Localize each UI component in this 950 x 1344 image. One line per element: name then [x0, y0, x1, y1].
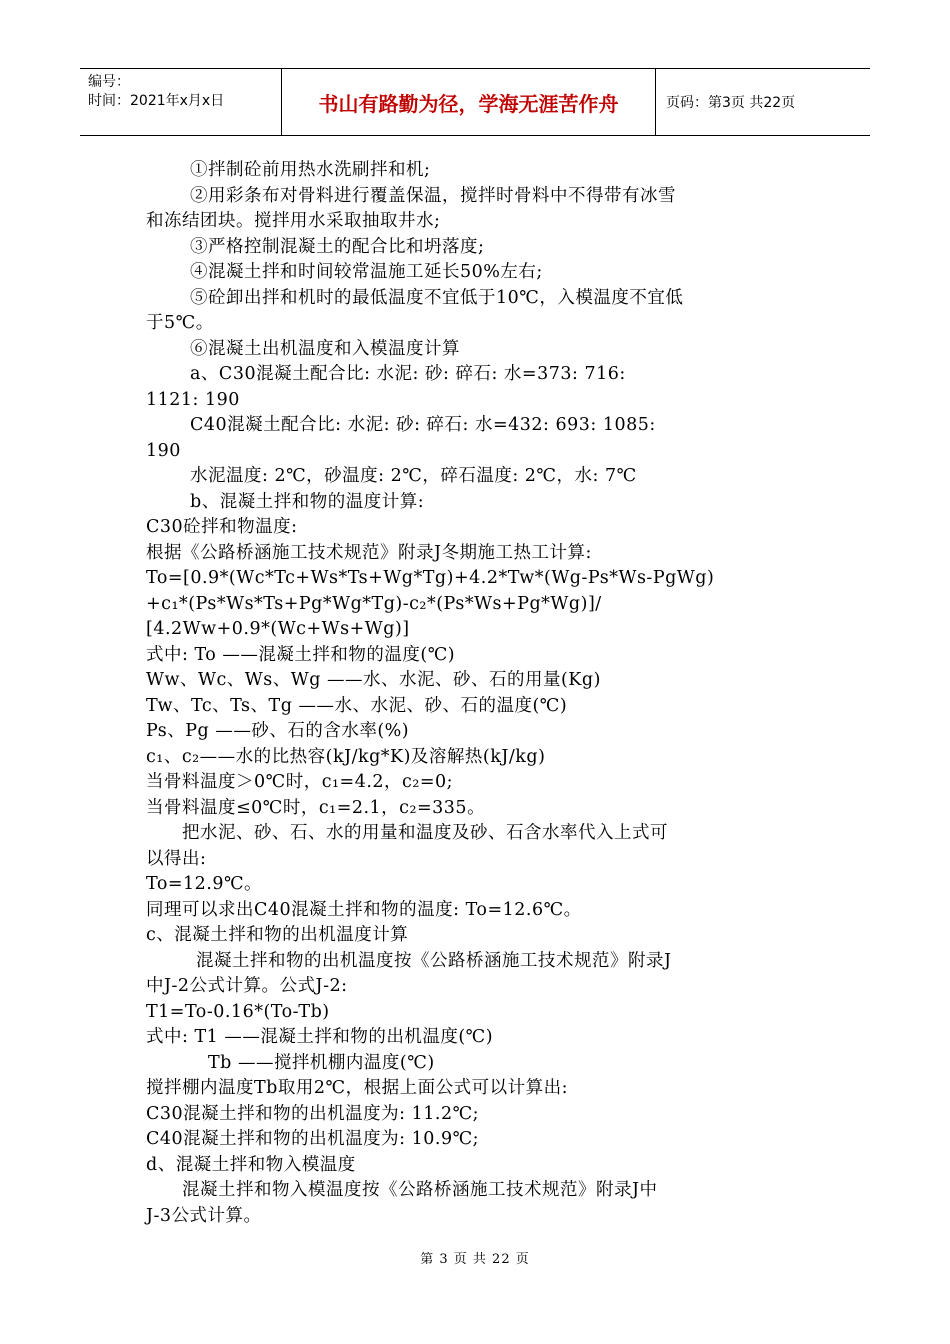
document-body [146, 158, 810, 1229]
body-line: C40混凝土拌和物的出机温度为: 10.9℃; [146, 1129, 480, 1149]
body-line: 式中: T1 ——混凝土拌和物的出机温度(℃) [146, 1027, 494, 1047]
body-line: c、混凝土拌和物的出机温度计算 [146, 925, 409, 945]
formula-line: +c₁*(Ps*Ws*Ts+Pg*Wg*Tg)-c₂*(Ps*Ws+Pg*Wg)]/ [146, 593, 602, 614]
header-meta [80, 69, 282, 135]
body-line: Ww、Wc、Ws、Wg ——水、水泥、砂、石的用量(Kg) [146, 670, 601, 690]
document-date: 时间：2021年x月x日 [88, 93, 225, 109]
body-line: 190 [146, 440, 181, 461]
body-line: ③严格控制混凝土的配合比和坍落度; [190, 236, 485, 257]
body-line: ⑥混凝土出机温度和入模温度计算 [190, 338, 460, 359]
header-motto: 书山有路勤为径，学海无涯苦作舟 [282, 69, 656, 135]
body-line: c₁、c₂——水的比热容(kJ/kg*K)及溶解热(kJ/kg) [146, 746, 546, 767]
document-number: 编号： [88, 74, 130, 90]
body-line: 和冻结团块。搅拌用水采取抽取井水; [146, 211, 441, 231]
body-line: To=12.9℃。 [146, 874, 263, 894]
body-line: C40混凝土配合比: 水泥: 砂: 碎石: 水=432: 693: 1085: [190, 415, 656, 435]
body-line: C30混凝土拌和物的出机温度为: 11.2℃; [146, 1103, 480, 1124]
body-line: 根据《公路桥涵施工技术规范》附录J冬期施工热工计算: [146, 542, 592, 563]
body-line: 同理可以求出C40混凝土拌和物的温度: To=12.6℃。 [146, 899, 582, 920]
formula-line: [4.2Ww+0.9*(Wc+Ws+Wg)] [146, 619, 410, 639]
body-line: 中J-2公式计算。公式J-2: [146, 976, 348, 996]
body-line: ①拌制砼前用热水洗刷拌和机; [190, 160, 431, 180]
page-header [80, 68, 870, 136]
body-line: ⑤砼卸出拌和机时的最低温度不宜低于10℃，入模温度不宜低 [190, 287, 684, 308]
body-line: Tb ——搅拌机棚内温度(℃) [208, 1052, 435, 1073]
body-line: 把水泥、砂、石、水的用量和温度及砂、石含水率代入上式可 [182, 823, 668, 843]
body-line: 1121: 190 [146, 389, 240, 410]
body-line: ②用彩条布对骨料进行覆盖保温，搅拌时骨料中不得带有冰雪 [190, 185, 676, 206]
body-line: 搅拌棚内温度Tb取用2℃，根据上面公式可以计算出: [146, 1078, 568, 1098]
body-line: 混凝土拌和物的出机温度按《公路桥涵施工技术规范》附录J [196, 950, 672, 971]
body-line: d、混凝土拌和物入模温度 [146, 1154, 356, 1175]
body-line: ④混凝土拌和时间较常温施工延长50%左右; [190, 262, 543, 282]
formula-line: T1=To-0.16*(To-Tb) [146, 1001, 330, 1022]
body-line: J-3公式计算。 [146, 1205, 262, 1226]
formula-line: To=[0.9*(Wc*Tc+Ws*Ts+Wg*Tg)+4.2*Tw*(Wg-Ps*Ws-PgWg) [146, 568, 715, 588]
body-line: 水泥温度: 2℃，砂温度: 2℃，碎石温度: 2℃，水: 7℃ [190, 466, 637, 486]
body-line: 当骨料温度≤0℃时，c₁=2.1，c₂=335。 [146, 797, 486, 818]
body-line: 于5℃。 [146, 313, 214, 333]
body-line: Ps、Pg ——砂、石的含水率(%) [146, 721, 410, 741]
header-page-number: 页码：第3页 共22页 [666, 95, 796, 111]
body-line: C30砼拌和物温度: [146, 517, 298, 537]
body-line: a、C30混凝土配合比: 水泥: 砂: 碎石: 水=373: 716: [190, 364, 626, 384]
body-line: b、混凝土拌和物的温度计算: [190, 491, 425, 512]
body-line: Tw、Tc、Ts、Tg ——水、水泥、砂、石的温度(℃) [146, 695, 568, 716]
body-line: 混凝土拌和物入模温度按《公路桥涵施工技术规范》附录J中 [182, 1180, 658, 1200]
body-line: 以得出: [146, 848, 207, 869]
body-line: 当骨料温度＞0℃时，c₁=4.2，c₂=0; [146, 772, 454, 792]
page-footer: 第 3 页 共 22 页 [420, 1252, 530, 1267]
body-line: 式中: To ——混凝土拌和物的温度(℃) [146, 644, 456, 665]
